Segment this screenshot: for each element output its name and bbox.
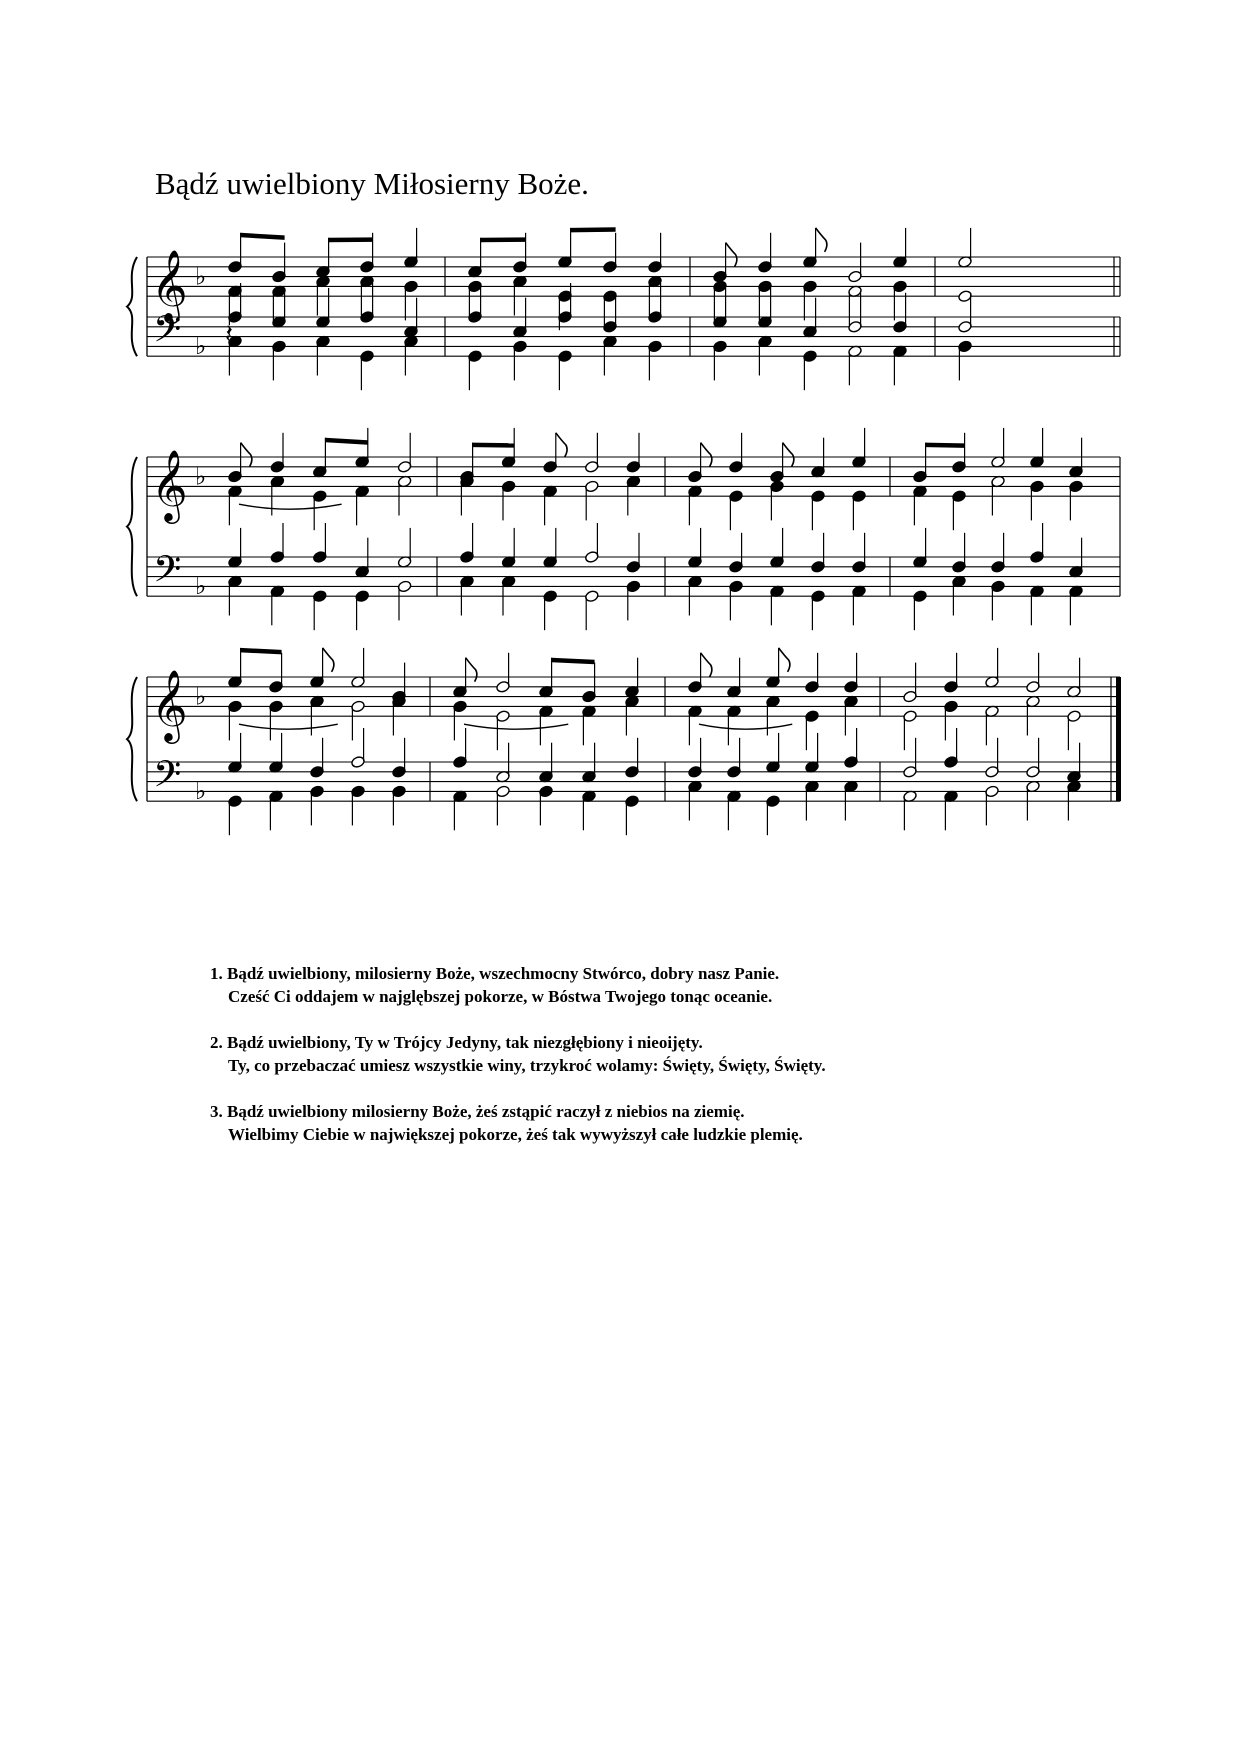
- note-flag: [241, 443, 252, 467]
- note-beam: [241, 648, 282, 655]
- quarter-rest: 𝄽: [225, 319, 233, 350]
- treble-clef: 𝄞: [151, 448, 188, 522]
- flat-sign: ♭: [195, 682, 207, 711]
- note-flag: [701, 653, 712, 677]
- verse-line: Cześć Ci oddajem w najglębszej pokorze, w Bóstwa Twojego tonąc oceanie.: [228, 987, 773, 1006]
- treble-clef: 𝄞: [151, 668, 188, 742]
- note-flag: [779, 648, 790, 672]
- system-brace: [127, 457, 137, 596]
- tie: [239, 504, 342, 509]
- flat-sign: ♭: [195, 462, 207, 491]
- verse-2: [210, 1031, 826, 1077]
- note-beam: [571, 227, 616, 232]
- bass-clef: 𝄢: [153, 548, 182, 600]
- tie: [239, 724, 338, 729]
- flat-sign: ♭: [195, 332, 207, 361]
- lyrics-block: [210, 962, 826, 1169]
- note-flag: [701, 443, 712, 467]
- system-3: [127, 648, 1121, 835]
- note-flag: [816, 228, 827, 252]
- tie: [699, 724, 792, 729]
- note-beam: [241, 233, 285, 240]
- note-beam: [926, 443, 965, 448]
- bass-clef: 𝄢: [153, 308, 182, 360]
- verse-3: [210, 1100, 826, 1146]
- final-barline: [1116, 677, 1121, 801]
- verse-1: [210, 962, 826, 1008]
- note-flag: [726, 243, 737, 267]
- note-beam: [329, 237, 373, 242]
- verse-line: 2. Bądź uwielbiony, Ty w Trójcy Jedyny, tak niezgłębiony i nieoijęty.: [210, 1033, 703, 1052]
- verse-line: 3. Bądź uwielbiony milosierny Boże, żeś zstąpić raczył z niebios na ziemię.: [210, 1102, 745, 1121]
- note-flag: [556, 433, 567, 457]
- system-brace: [127, 677, 137, 801]
- verse-line: 1. Bądź uwielbiony, milosierny Boże, wszechmocny Stwórco, dobry nasz Panie.: [210, 964, 780, 983]
- note-beam: [481, 237, 526, 242]
- flat-sign: ♭: [195, 262, 207, 291]
- note-beam: [325, 438, 367, 445]
- note-flag: [783, 443, 794, 467]
- treble-clef: 𝄞: [151, 248, 188, 322]
- note-flag: [466, 658, 477, 682]
- system-2: [127, 428, 1120, 630]
- tie: [464, 724, 568, 729]
- note-beam: [473, 443, 515, 448]
- system-1: [127, 227, 1120, 390]
- note-beam: [552, 658, 595, 665]
- note-flag: [323, 648, 334, 672]
- bass-clef: 𝄢: [153, 753, 182, 805]
- flat-sign: ♭: [195, 572, 207, 601]
- verse-line: Ty, co przebaczać umiesz wszystkie winy, trzykroć wolamy: Święty, Święty, Święty.: [228, 1056, 826, 1075]
- flat-sign: ♭: [195, 777, 207, 806]
- system-brace: [127, 257, 137, 356]
- page-title: Bądź uwielbiony Miłosierny Boże.: [155, 166, 589, 201]
- verse-line: Wielbimy Ciebie w największej pokorze, żeś tak wywyższył całe ludzkie plemię.: [228, 1125, 803, 1144]
